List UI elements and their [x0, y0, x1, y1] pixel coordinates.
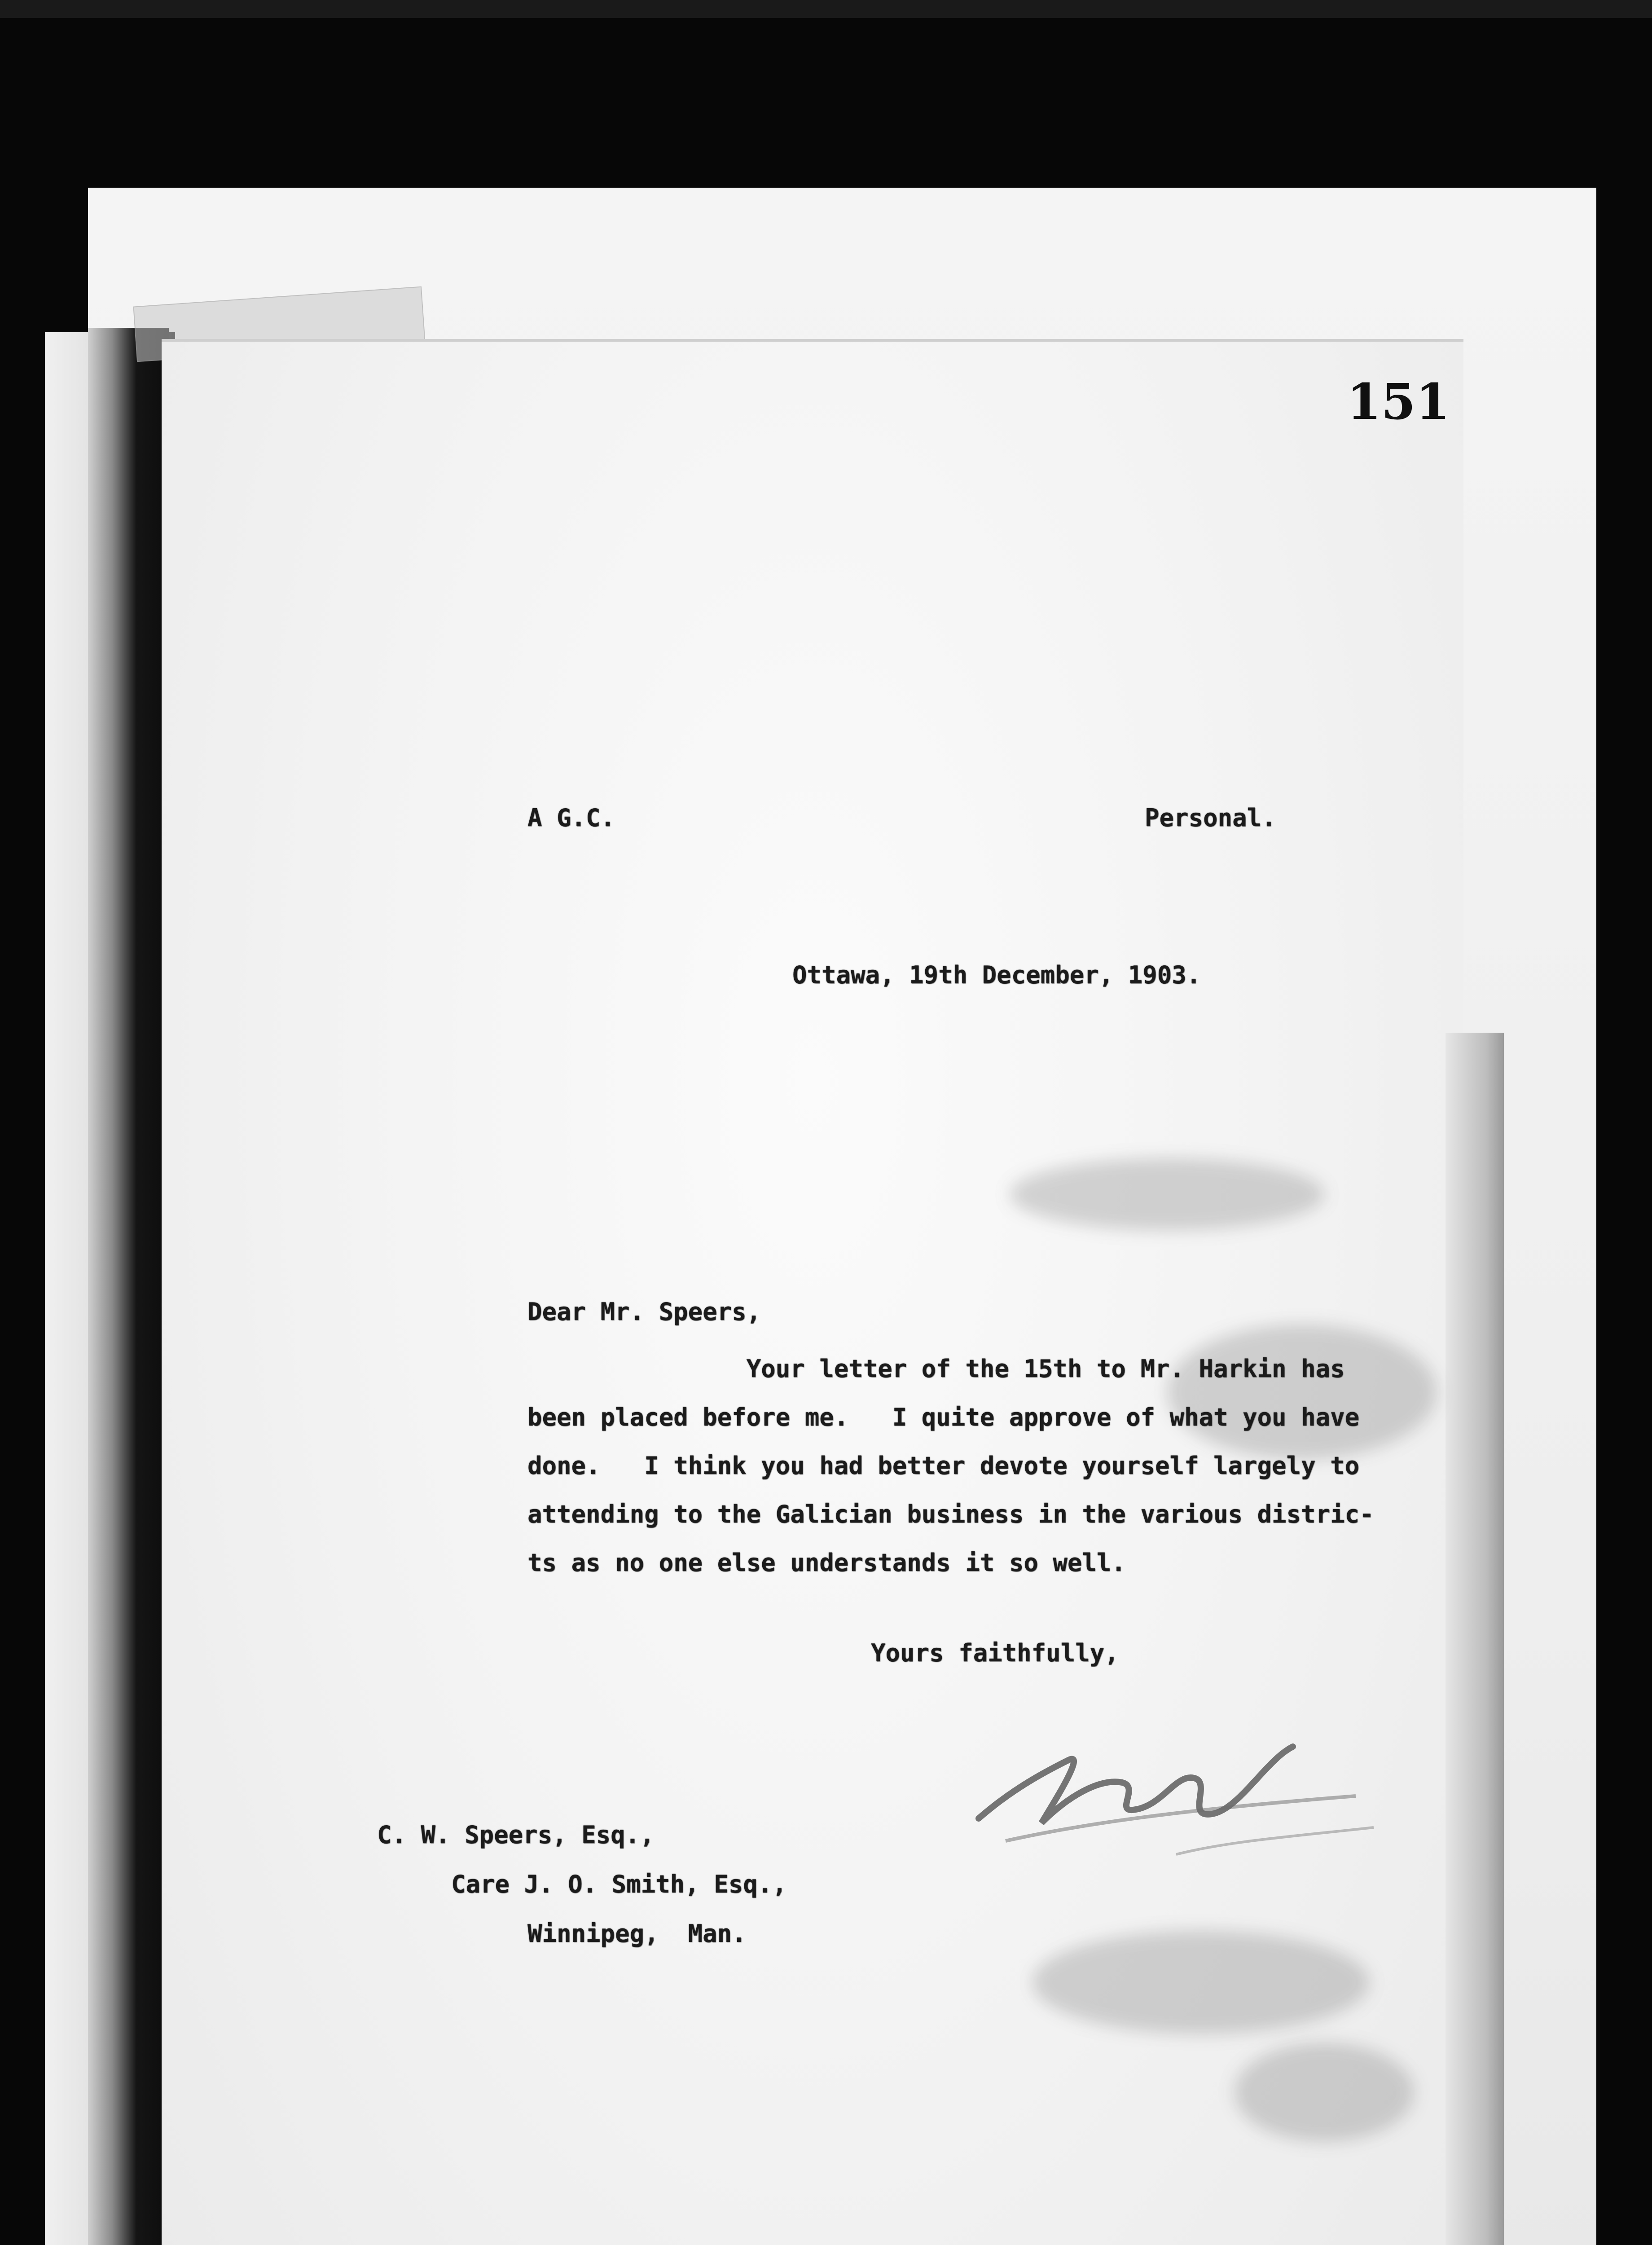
- film-edge: [0, 0, 1652, 18]
- body-line: been placed before me. I quite approve of what you have: [527, 1403, 1360, 1431]
- closing: Yours faithfully,: [871, 1639, 1119, 1667]
- reference-initials: A G.C.: [527, 804, 615, 832]
- body-line: done. I think you had better devote yourself largely to: [527, 1452, 1360, 1480]
- letter-body: [527, 1345, 1374, 1587]
- address-line: Care J. O. Smith, Esq.,: [451, 1870, 787, 1898]
- body-line: Your letter of the 15th to Mr. Harkin has: [527, 1355, 1345, 1383]
- binding-shadow: [88, 328, 169, 2245]
- address-line: C. W. Speers, Esq.,: [377, 1821, 655, 1849]
- show-through-smudge: [1032, 1931, 1369, 2034]
- dateline: Ottawa, 19th December, 1903.: [792, 961, 1201, 989]
- show-through-smudge: [1235, 2043, 1414, 2142]
- show-through-smudge: [1010, 1158, 1324, 1230]
- body-line: attending to the Galician business in the various distric-: [527, 1500, 1374, 1528]
- page-curl: [1446, 1033, 1504, 2245]
- page-number: 151: [1347, 373, 1450, 431]
- classification-label: Personal.: [1145, 804, 1276, 832]
- address-line: Winnipeg, Man.: [527, 1919, 747, 1948]
- body-line: ts as no one else understands it so well.: [527, 1549, 1126, 1577]
- handwritten-signature: [952, 1706, 1401, 1895]
- salutation: Dear Mr. Speers,: [527, 1298, 761, 1326]
